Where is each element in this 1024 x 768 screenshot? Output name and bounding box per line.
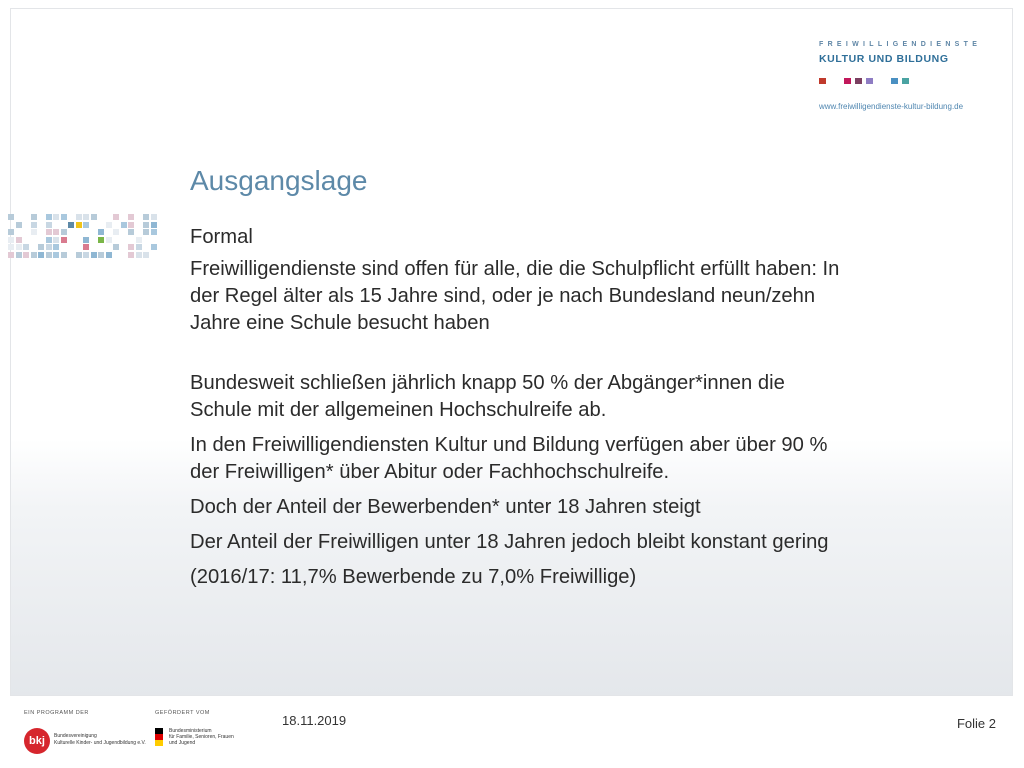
bkj-name: Bundesvereinigung Kulturelle Kinder- und Jugendbildung e.V.	[54, 733, 146, 746]
bmfsfj-logo	[155, 710, 265, 760]
decorative-pixel	[16, 222, 22, 228]
decorative-pixel	[143, 229, 149, 235]
decorative-pixel	[31, 222, 37, 228]
decorative-pixel	[83, 214, 89, 220]
logo-square	[855, 78, 862, 84]
logo-square	[902, 78, 909, 84]
decorative-pixel	[83, 244, 89, 250]
bkj-label: EIN PROGRAMM DER	[24, 710, 89, 716]
decorative-pixel	[53, 214, 59, 220]
decorative-pixel	[128, 252, 134, 258]
decorative-pixel	[38, 244, 44, 250]
decorative-pixel	[46, 252, 52, 258]
decorative-pixel	[46, 244, 52, 250]
decorative-pixel	[76, 252, 82, 258]
decorative-pixel	[151, 244, 157, 250]
decorative-pixel	[91, 214, 97, 220]
decorative-pixel	[128, 214, 134, 220]
decorative-pixel	[31, 229, 37, 235]
logo-square	[866, 78, 873, 84]
decorative-pixel	[8, 229, 14, 235]
decorative-pixel	[113, 244, 119, 250]
decorative-pixel	[46, 214, 52, 220]
decorative-pixel	[53, 244, 59, 250]
decorative-pixel	[128, 244, 134, 250]
decorative-pixel	[128, 229, 134, 235]
decorative-pixel	[8, 252, 14, 258]
decorative-pixel	[53, 229, 59, 235]
logo-square	[844, 78, 851, 84]
decorative-pixel-pattern	[8, 214, 168, 260]
logo-color-squares	[819, 78, 979, 84]
decorative-pixel	[136, 244, 142, 250]
federal-flag-icon	[155, 728, 163, 746]
bkj-circle-logo: bkj	[24, 728, 50, 754]
decorative-pixel	[61, 229, 67, 235]
bmfsfj-label: GEFÖRDERT VOM	[155, 710, 210, 716]
decorative-pixel	[151, 222, 157, 228]
decorative-pixel	[8, 237, 14, 243]
footer-date: 18.11.2019	[282, 713, 347, 728]
program-logo	[819, 40, 982, 84]
decorative-pixel	[151, 214, 157, 220]
decorative-pixel	[61, 214, 67, 220]
decorative-pixel	[8, 244, 14, 250]
decorative-pixel	[46, 237, 52, 243]
decorative-pixel	[53, 252, 59, 258]
decorative-pixel	[143, 222, 149, 228]
logo-square	[891, 78, 898, 84]
logo-main-text: KULTUR UND BILDUNG	[819, 53, 949, 65]
decorative-pixel	[23, 252, 29, 258]
paragraph-eligibility: Freiwilligendienste sind offen für alle, die die Schulpflicht erfüllt haben: In der Regel älter als 15 Jahre sind, oder je nach Bundesland neun/zehn Jahre eine Schule besucht haben	[190, 258, 840, 334]
paragraph-statistics: (2016/17: 11,7% Bewerbende zu 7,0% Freiwillige)	[190, 566, 637, 588]
decorative-pixel	[46, 222, 52, 228]
logo-top-text: FREIWILLIGENDIENSTE	[819, 41, 982, 48]
decorative-pixel	[31, 214, 37, 220]
bkj-logo	[24, 710, 154, 760]
paragraph-applicants-under-18: Doch der Anteil der Bewerbenden* unter 18 Jahren steigt	[190, 496, 701, 518]
decorative-pixel	[136, 252, 142, 258]
decorative-pixel	[16, 237, 22, 243]
decorative-pixel	[61, 237, 67, 243]
slide-content	[190, 224, 840, 591]
decorative-pixel	[98, 237, 104, 243]
decorative-pixel	[76, 222, 82, 228]
decorative-pixel	[83, 222, 89, 228]
decorative-pixel	[68, 222, 74, 228]
slide-number: Folie 2	[956, 716, 996, 731]
paragraph-volunteers-abitur: In den Freiwilligendiensten Kultur und Bildung verfügen aber über 90 % der Freiwilligen* über Abitur oder Fachhochschulreife.	[190, 434, 828, 483]
decorative-pixel	[106, 237, 112, 243]
decorative-pixel	[143, 252, 149, 258]
decorative-pixel	[83, 252, 89, 258]
decorative-pixel	[106, 252, 112, 258]
decorative-pixel	[98, 252, 104, 258]
decorative-pixel	[136, 237, 142, 243]
decorative-pixel	[91, 252, 97, 258]
paragraph-volunteers-under-18: Der Anteil der Freiwilligen unter 18 Jahren jedoch bleibt konstant gering	[190, 531, 829, 553]
decorative-pixel	[16, 244, 22, 250]
decorative-pixel	[46, 229, 52, 235]
decorative-pixel	[31, 252, 37, 258]
decorative-pixel	[38, 252, 44, 258]
decorative-pixel	[143, 214, 149, 220]
paragraph-abitur-rate: Bundesweit schließen jährlich knapp 50 % der Abgänger*innen die Schule mit der allgemeinen Hochschulreife ab.	[190, 372, 785, 421]
decorative-pixel	[121, 222, 127, 228]
decorative-pixel	[128, 222, 134, 228]
slide-title: Ausgangslage	[190, 165, 368, 196]
decorative-pixel	[61, 252, 67, 258]
decorative-pixel	[83, 237, 89, 243]
logo-square	[819, 78, 826, 84]
decorative-pixel	[16, 252, 22, 258]
decorative-pixel	[53, 237, 59, 243]
decorative-pixel	[98, 229, 104, 235]
bmfsfj-name: Bundesministerium für Familie, Senioren, Frauen und Jugend	[169, 728, 234, 746]
decorative-pixel	[151, 229, 157, 235]
paragraph-formal: Formal	[190, 226, 253, 248]
decorative-pixel	[23, 244, 29, 250]
decorative-pixel	[8, 214, 14, 220]
decorative-pixel	[113, 229, 119, 235]
decorative-pixel	[113, 214, 119, 220]
decorative-pixel	[76, 214, 82, 220]
website-url[interactable]: www.freiwilligendienste-kultur-bildung.de	[819, 102, 964, 111]
decorative-pixel	[106, 222, 112, 228]
